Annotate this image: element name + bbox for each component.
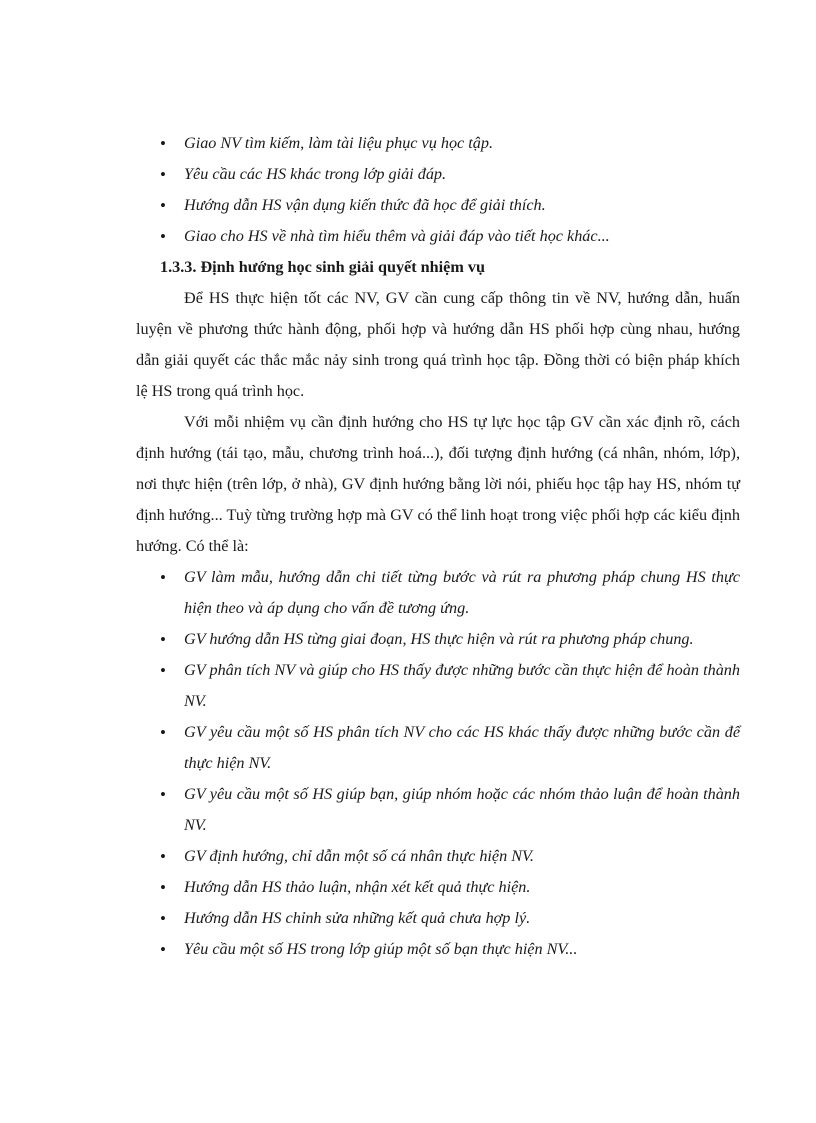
section-heading: 1.3.3. Định hướng học sinh giải quyết nhiệm vụ xyxy=(160,258,485,276)
paragraph-intro: Để HS thực hiện tốt các NV, GV cần cung cấp thông tin về NV, hướng dẫn, huấn luyện về phương thức hành động, phối hợp và hướng dẫn HS phối hợp cùng nhau, hướng dẫn giải quyết các thắc mắc nảy sinh trong quá trình học tập. Đồng thời có biện pháp khích lệ HS trong quá trình học. xyxy=(136,289,740,400)
list-item: • GV yêu cầu một số HS giúp bạn, giúp nhóm hoặc các nhóm thảo luận để hoàn thành NV. xyxy=(136,779,740,841)
task-assignment-list xyxy=(136,128,740,252)
list-item: • GV làm mẫu, hướng dẫn chi tiết từng bước và rút ra phương pháp chung HS thực hiện theo và áp dụng cho vấn đề tương ứng. xyxy=(136,562,740,624)
list-item: • Hướng dẫn HS thảo luận, nhận xét kết quả thực hiện. xyxy=(136,872,740,903)
paragraph-methods: Với mỗi nhiệm vụ cần định hướng cho HS tự lực học tập GV cần xác định rõ, cách định hướng (tái tạo, mẫu, chương trình hoá...), đối tượng định hướng (cá nhân, nhóm, lớp), nơi thực hiện (trên lớp, ở nhà), GV định hướng bằng lời nói, phiếu học tập hay HS, nhóm tự định hướng... Tuỳ từng trường hợp mà GV có thể linh hoạt trong việc phối hợp các kiểu định hướng. Có thể là: xyxy=(136,413,740,555)
list-item: • Giao cho HS về nhà tìm hiểu thêm và giải đáp vào tiết học khác... xyxy=(136,221,740,252)
list-item: • Hướng dẫn HS chỉnh sửa những kết quả chưa hợp lý. xyxy=(136,903,740,934)
list-item: • Yêu cầu các HS khác trong lớp giải đáp. xyxy=(136,159,740,190)
list-item: • GV phân tích NV và giúp cho HS thấy được những bước cần thực hiện để hoàn thành NV. xyxy=(136,655,740,717)
list-item: • Hướng dẫn HS vận dụng kiến thức đã học để giải thích. xyxy=(136,190,740,221)
list-item: • GV định hướng, chỉ dẫn một số cá nhân thực hiện NV. xyxy=(136,841,740,872)
list-item: • GV hướng dẫn HS từng giai đoạn, HS thực hiện và rút ra phương pháp chung. xyxy=(136,624,740,655)
guidance-methods-list xyxy=(136,562,740,965)
list-item: • GV yêu cầu một số HS phân tích NV cho các HS khác thấy được những bước cần để thực hiện NV. xyxy=(136,717,740,779)
list-item: • Giao NV tìm kiếm, làm tài liệu phục vụ học tập. xyxy=(136,128,740,159)
document-page xyxy=(136,128,740,965)
list-item: • Yêu cầu một số HS trong lớp giúp một số bạn thực hiện NV... xyxy=(136,934,740,965)
